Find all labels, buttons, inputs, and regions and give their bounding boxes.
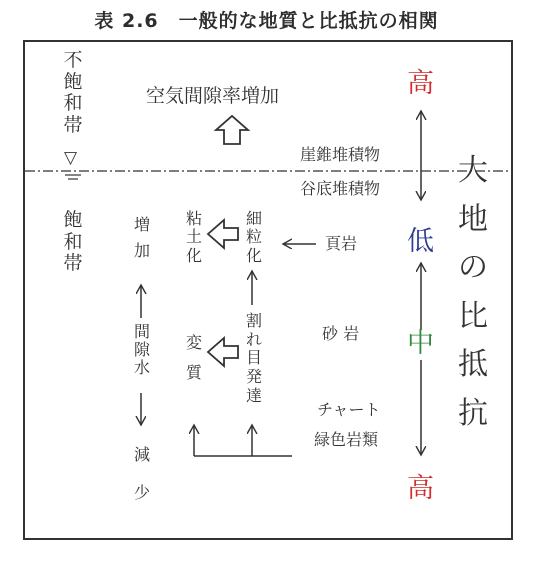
saturated-zone-text: 飽和帯	[63, 209, 83, 275]
resistivity-high-bottom: 高	[407, 473, 434, 504]
saturated-zone-label	[63, 210, 85, 275]
talus-label: 崖錐堆積物	[300, 145, 381, 164]
clay-label	[183, 210, 205, 265]
air-increase-hollow-arrow	[216, 116, 248, 144]
valley-deposits-label: 谷底堆積物	[300, 179, 381, 198]
alteration-text: 変質	[185, 333, 202, 383]
sandstone-label: 砂 岩	[322, 324, 360, 343]
increase-label	[131, 212, 153, 263]
decrease-text: 減少	[133, 445, 150, 503]
crack-development-label	[243, 312, 265, 406]
greenstone-label: 緑色岩類	[314, 430, 379, 449]
chert-label: チャート	[317, 400, 381, 419]
increase-text: 増加	[133, 215, 150, 260]
clay-text: 粘土化	[185, 209, 202, 265]
resistivity-mid: 中	[407, 328, 434, 359]
fine-grain-label	[243, 210, 265, 265]
pore-water-text: 間隙水	[133, 322, 150, 377]
ground-resistivity-label	[453, 147, 493, 439]
resistivity-low: 低	[407, 226, 434, 257]
alteration-label	[183, 328, 205, 389]
decrease-label	[131, 436, 153, 513]
air-void-increase-label: 空気間隙率増加	[146, 85, 280, 107]
ground-resistivity-text: 大地の比抵抗	[458, 153, 488, 431]
alteration-hollow-arrow	[208, 338, 238, 366]
table-title: 表 2.6 一般的な地質と比抵抗の相関	[94, 10, 439, 32]
water-table-symbol: ▽	[64, 148, 78, 168]
clay-hollow-arrow	[208, 220, 238, 248]
resistivity-high-top: 高	[407, 68, 434, 99]
unsaturated-zone-label	[63, 50, 85, 137]
fine-grain-text: 細粒化	[245, 209, 262, 265]
unsaturated-zone-text: 不飽和帯	[63, 49, 83, 136]
crack-development-text: 割れ目発達	[245, 311, 262, 405]
pore-water-label	[131, 323, 153, 377]
shale-label: 頁岩	[325, 234, 358, 253]
